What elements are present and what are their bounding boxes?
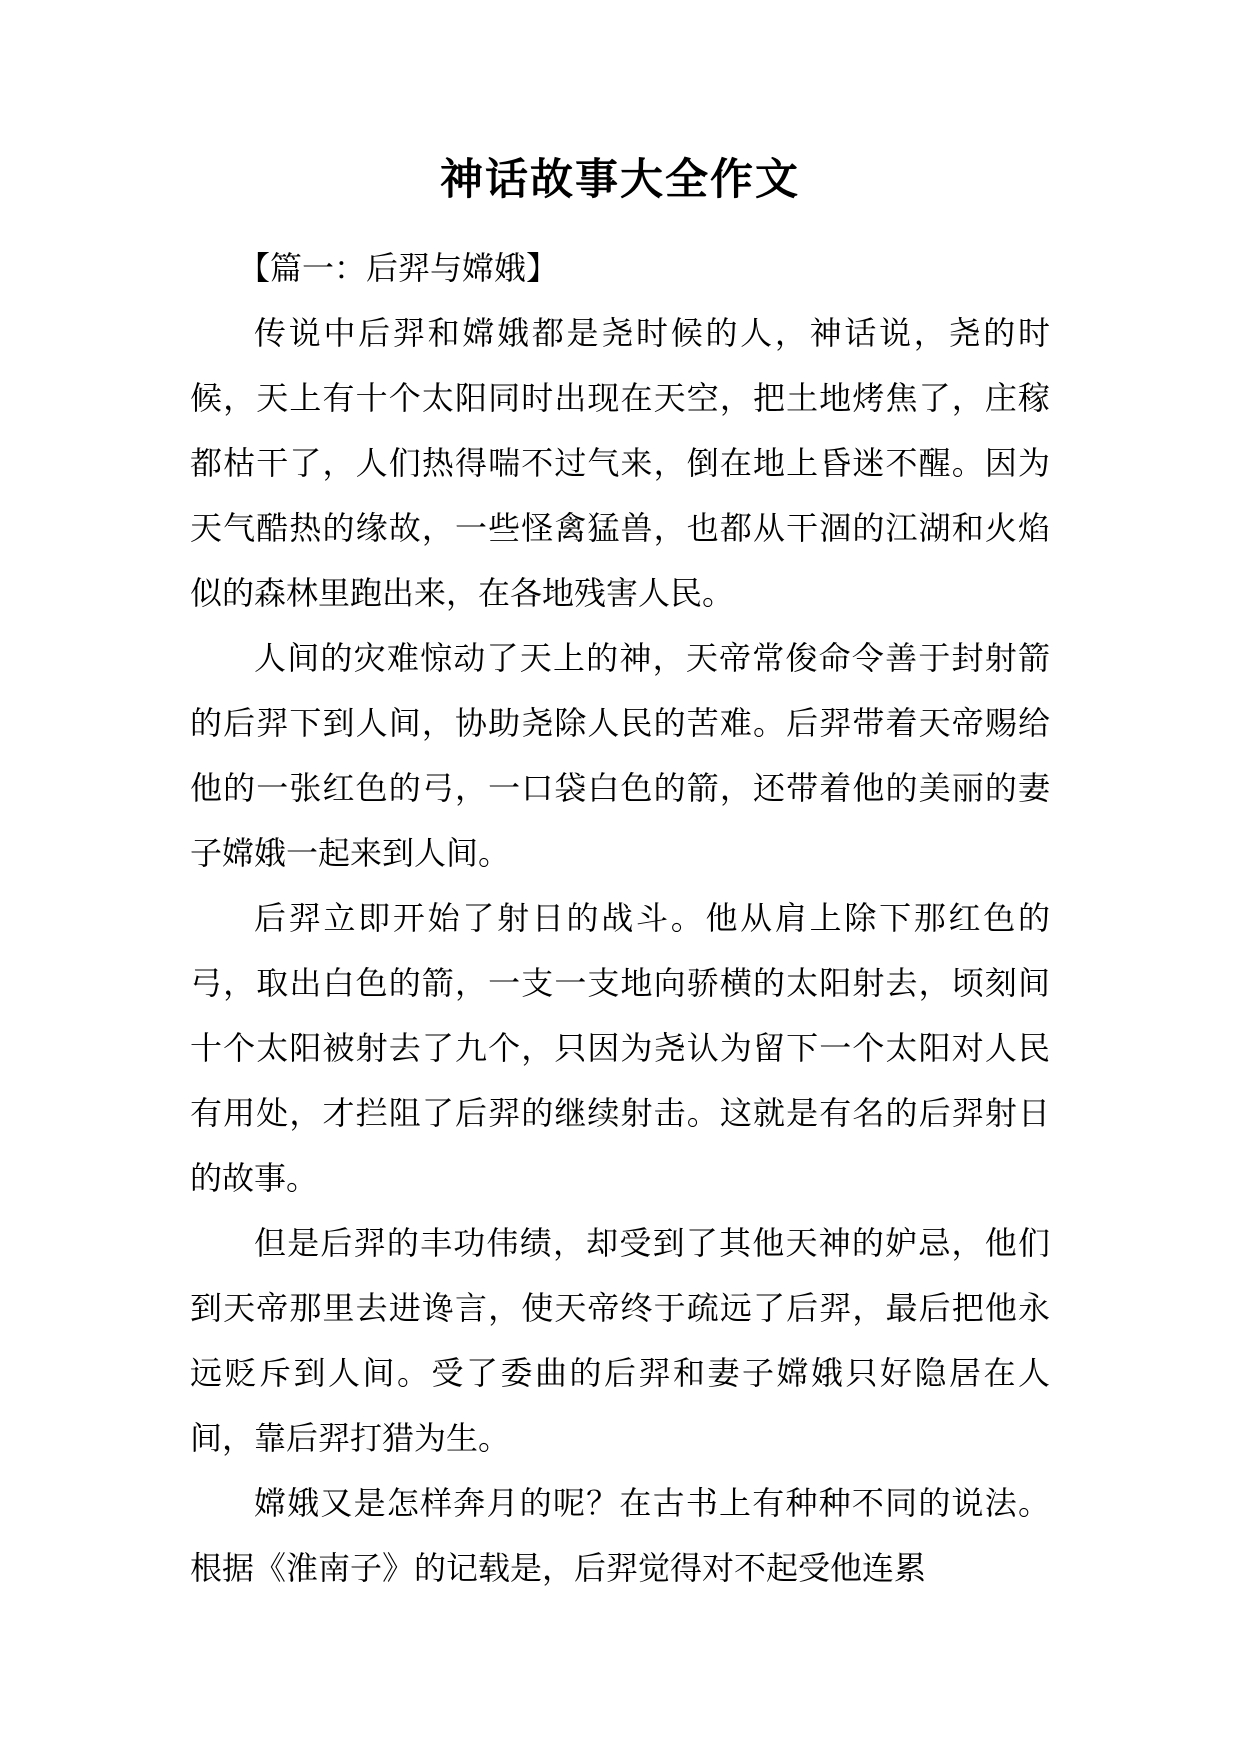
paragraph-5: 嫦娥又是怎样奔月的呢？在古书上有种种不同的说法。根据《淮南子》的记载是，后羿觉得对不起受他连累 xyxy=(190,1484,1050,1587)
paragraph-3: 后羿立即开始了射日的战斗。他从肩上除下那红色的弓，取出白色的箭，一支一支地向骄横的太阳射去，顷刻间十个太阳被射去了九个，只因为尧认为留下一个太阳对人民有用处，才拦阻了后羿的继续射击。这就是有名的后羿射日的故事。 xyxy=(190,899,1050,1197)
section-heading: 【篇一：后羿与嫦娥】 xyxy=(238,249,559,287)
paragraph-4: 但是后羿的丰功伟绩，却受到了其他天神的妒忌，他们到天帝那里去进谗言，使天帝终于疏远了后羿，最后把他永远贬斥到人间。受了委曲的后羿和妻子嫦娥只好隐居在人间，靠后羿打猎为生。 xyxy=(190,1224,1050,1457)
document-title: 神话故事大全作文 xyxy=(440,155,800,205)
paragraph-1: 传说中后羿和嫦娥都是尧时候的人，神话说，尧的时候，天上有十个太阳同时出现在天空，把土地烤焦了，庄稼都枯干了，人们热得喘不过气来，倒在地上昏迷不醒。因为天气酷热的缘故，一些怪禽猛兽，也都从干涸的江湖和火焰似的森林里跑出来，在各地残害人民。 xyxy=(190,314,1050,612)
paragraph-2: 人间的灾难惊动了天上的神，天帝常俊命令善于封射箭的后羿下到人间，协助尧除人民的苦难。后羿带着天帝赐给他的一张红色的弓，一口袋白色的箭，还带着他的美丽的妻子嫦娥一起来到人间。 xyxy=(190,639,1050,872)
document-body xyxy=(190,236,1050,1601)
